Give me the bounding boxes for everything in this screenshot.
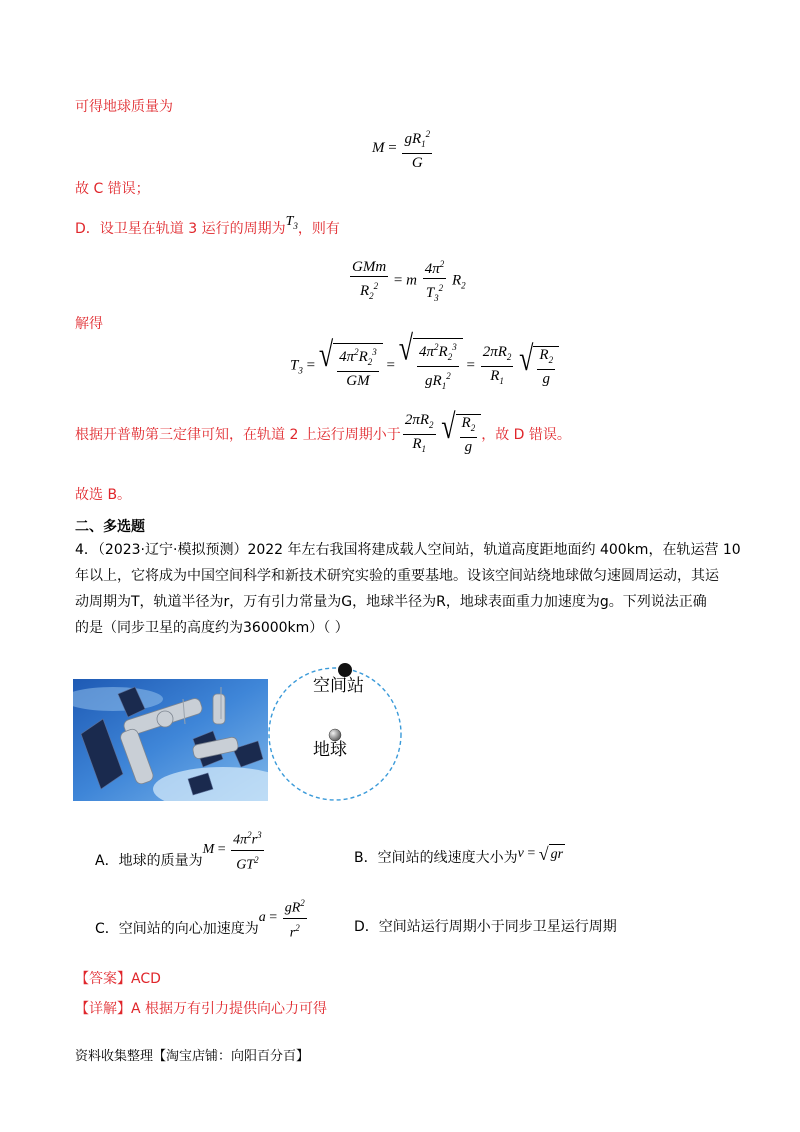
solve-line: 解得: [75, 316, 103, 332]
choose-b-line: 故选 B。: [75, 487, 132, 503]
question-line-1: 4．（2023·辽宁·模拟预测）2022 年左右我国将建成载人空间站，轨道高度距地面约 400km，在轨运营 10: [75, 542, 741, 558]
c-wrong-line: 故 C 错误；: [75, 181, 150, 197]
formula-earth-mass: M = $\frac{gR_1^2}{G}$: [372, 126, 434, 171]
option-c[interactable]: C．空间站的向心加速度为 a = $\frac{gR^2}{r^2}$: [95, 895, 309, 941]
station-dot: [338, 663, 352, 677]
kepler-line: 根据开普勒第三定律可知，在轨道 2 上运行周期小于 $\frac{2\pi R_2}{R_1}$ √ $\frac{R_2}{g}$ ，故 D 错误。: [75, 406, 571, 455]
question-line-3: 动周期为T，轨道半径为r，万有引力常量为G，地球半径为R，地球表面重力加速度为g。下列说法正确: [75, 594, 707, 610]
section-title: 二、多选题: [75, 519, 145, 535]
earth-label: 地球: [313, 740, 347, 760]
space-station-photo: [73, 679, 268, 801]
option-a[interactable]: A．地球的质量为 M = $\frac{4\pi^2r^3}{GT^2}$: [95, 827, 266, 873]
earth-mass-intro: 可得地球质量为: [75, 99, 173, 115]
detail-line: 【详解】A 根据万有引力提供向心力可得: [75, 1001, 328, 1017]
option-b[interactable]: B．空间站的线速度大小为 v = √ gr: [354, 844, 564, 866]
d-intro-line: D．设卫星在轨道 3 运行的周期为$T_3$，则有: [75, 214, 340, 237]
option-d[interactable]: D．空间站运行周期小于同步卫星运行周期: [354, 919, 617, 935]
footer-text: 资料收集整理【淘宝店铺：向阳百分百】: [75, 1049, 310, 1064]
question-line-2: 年以上，它将成为中国空间科学和新技术研究实验的重要基地。设该空间站绕地球做匀速圆周运动，其运: [75, 568, 719, 584]
station-label: 空间站: [313, 676, 364, 696]
formula-t3: $T_3$ = √ $\frac{4\pi^2R_2^3}{GM}$ = √ $\frac{4\pi^2R_2^3}{gR_1^2}$ = $\frac{2\pi R_2}{R_1}$ √ $\frac{R_2}{g}$: [290, 338, 559, 394]
formula-period-equation: $\frac{\text{GMm}}{R_2^2}$ = m $\frac{4\pi^2}{T_3^2}$ $R_2$: [348, 256, 466, 306]
question-line-4: 的是（同步卫星的高度约为36000km）（ ）: [75, 620, 349, 636]
answer-line: 【答案】ACD: [75, 971, 161, 987]
